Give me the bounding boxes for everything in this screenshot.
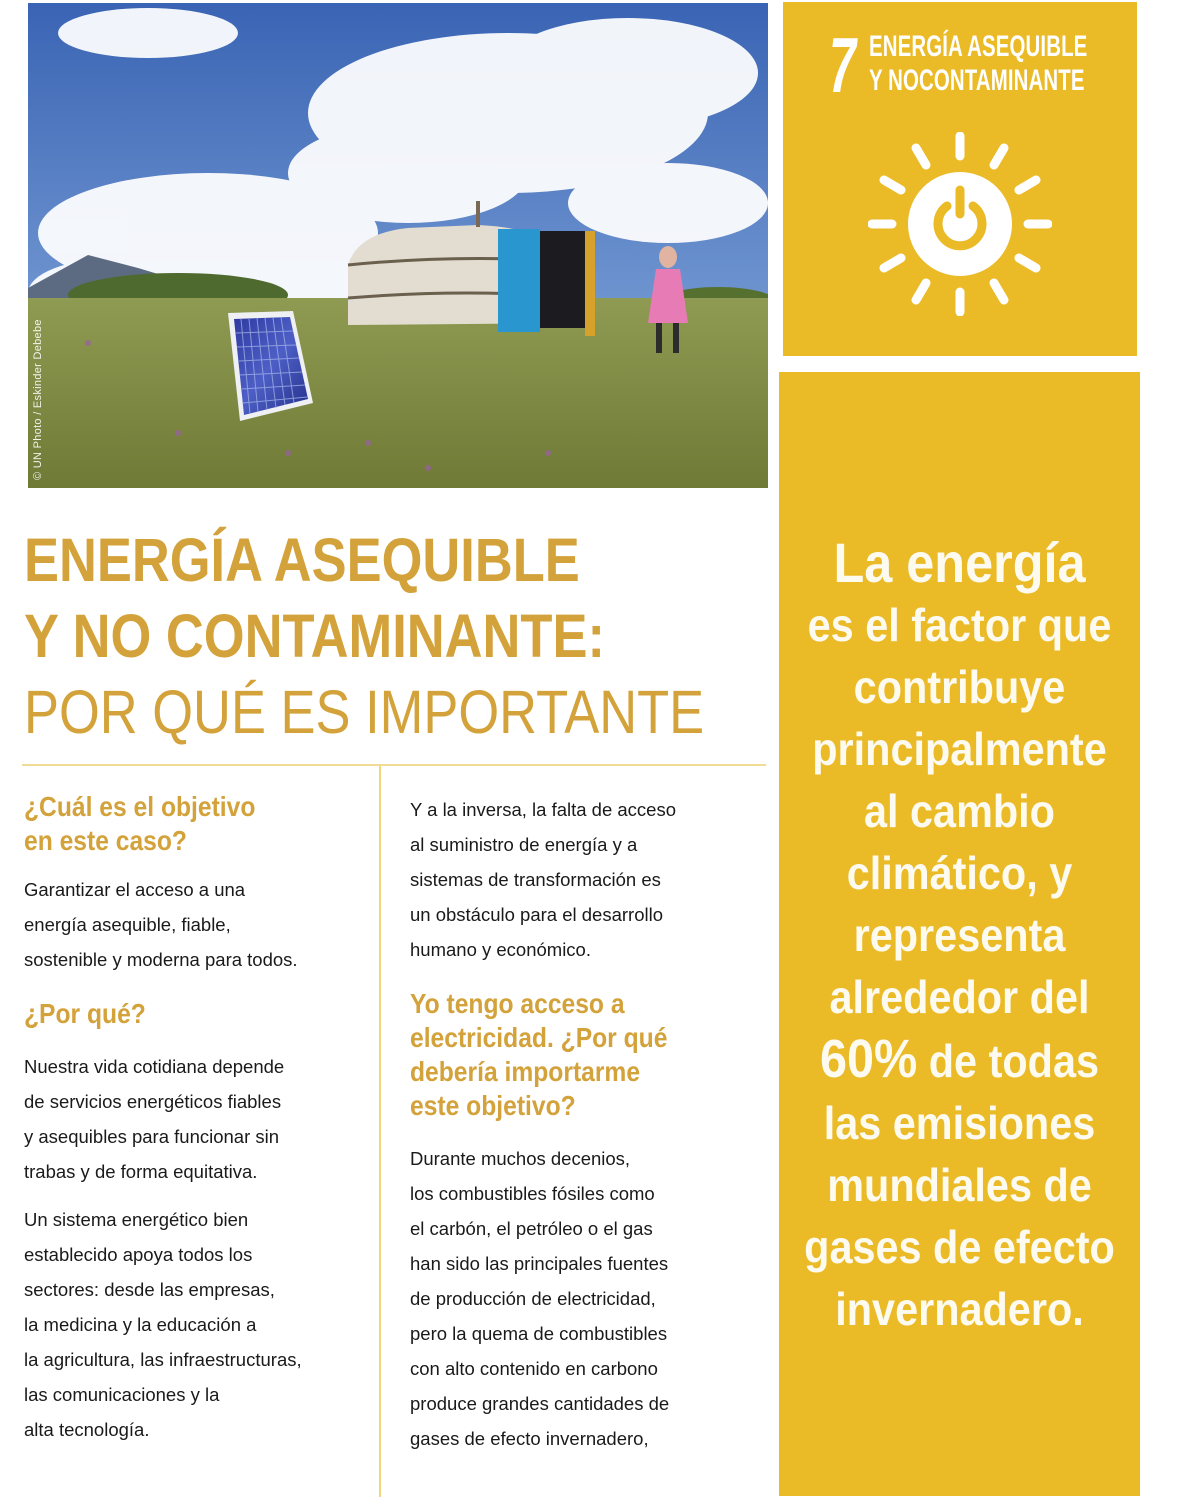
quote-line: alrededor del [829, 971, 1090, 1023]
section-why [24, 997, 369, 1447]
body-line: con alto contenido en carbono [410, 1358, 658, 1379]
section-body [410, 792, 755, 967]
sdg-title-line: Y NOCONTAMINANTE [869, 64, 1085, 97]
sun-power-icon [868, 132, 1052, 316]
body-line: de producción de electricidad, [410, 1288, 656, 1309]
body-line: produce grandes cantidades de [410, 1393, 670, 1414]
body-line: pero la quema de combustibles [410, 1323, 668, 1344]
stat-value: 60% [819, 1029, 918, 1089]
body-line: trabas y de forma equitativa. [24, 1161, 258, 1182]
heading-line: electricidad. ¿Por qué [410, 1022, 668, 1053]
body-line: Y a la inversa, la falta de acceso [410, 799, 677, 820]
body-line: Garantizar el acceso a una [24, 879, 246, 900]
quote-line: climático, y [846, 847, 1073, 899]
sdg-title-line: ENERGÍA ASEQUIBLE [869, 30, 1088, 63]
section-objective [24, 790, 369, 977]
body-line: energía asequible, fiable, [24, 914, 231, 935]
section-why-care [410, 987, 755, 1456]
body-line: Durante muchos decenios, [410, 1148, 631, 1169]
body-line: de servicios energéticos fiables [24, 1091, 282, 1112]
yurt-solar-panel-image [28, 3, 768, 488]
heading-line: debería importarme [410, 1056, 641, 1087]
section-body [24, 1202, 369, 1447]
title-line-2: Y NO CONTAMINANTE: [24, 602, 605, 670]
stat-suffix: de todas [917, 1035, 1100, 1087]
body-line: han sido las principales fuentes [410, 1253, 669, 1274]
body-line: y asequibles para funcionar sin [24, 1126, 280, 1147]
body-line: sistemas de transformación es [410, 869, 661, 890]
pull-quote [779, 532, 1140, 1340]
quote-line: es el factor que [807, 599, 1112, 651]
heading-line: Yo tengo acceso a [410, 988, 625, 1019]
page-title [24, 522, 815, 750]
quote-line: La energía [833, 531, 1086, 594]
body-line: un obstáculo para el desarrollo [410, 904, 663, 925]
body-line: Nuestra vida cotidiana depende [24, 1056, 285, 1077]
section-heading: ¿Por qué? [24, 998, 146, 1029]
section-body [24, 1049, 369, 1189]
quote-line: contribuye [853, 661, 1066, 713]
left-column [24, 790, 369, 1447]
body-line: humano y económico. [410, 939, 591, 960]
body-line: gases de efecto invernadero, [410, 1428, 649, 1449]
body-line: sectores: desde las empresas, [24, 1279, 275, 1300]
body-line: establecido apoya todos los [24, 1244, 253, 1265]
photo-credit-text: © UN Photo / Eskinder Debebe [32, 319, 44, 480]
quote-line: mundiales de [827, 1159, 1092, 1211]
body-line: las comunicaciones y la [24, 1384, 220, 1405]
section-heading [24, 790, 328, 858]
sdg-number: 7 [829, 21, 856, 109]
section-body [24, 872, 369, 977]
quote-line: representa [853, 909, 1066, 961]
quote-panel [779, 372, 1140, 1496]
quote-line: invernadero. [835, 1283, 1084, 1335]
heading-line: en este caso? [24, 825, 187, 856]
column-divider [379, 766, 381, 1497]
quote-line: al cambio [864, 785, 1055, 837]
hero-photo [28, 3, 768, 488]
heading-line: este objetivo? [410, 1090, 576, 1121]
body-line: Un sistema energético bien [24, 1209, 249, 1230]
body-line: los combustibles fósiles como [410, 1183, 655, 1204]
horizontal-divider [22, 764, 766, 766]
sdg-title [869, 30, 1087, 98]
body-line: alta tecnología. [24, 1419, 150, 1440]
right-column [410, 792, 755, 1456]
heading-line: ¿Cuál es el objetivo [24, 791, 256, 822]
quote-line: las emisiones [823, 1097, 1096, 1149]
quote-line: principalmente [812, 723, 1107, 775]
body-line: al suministro de energía y a [410, 834, 638, 855]
quote-stat-line [797, 1028, 1122, 1092]
title-line-1: ENERGÍA ASEQUIBLE [24, 526, 580, 594]
body-line: sostenible y moderna para todos. [24, 949, 298, 970]
body-line: la medicina y la educación a [24, 1314, 257, 1335]
section-body [410, 1141, 755, 1456]
section-heading [410, 987, 714, 1123]
body-line: la agricultura, las infraestructuras, [24, 1349, 302, 1370]
quote-line: gases de efecto [804, 1221, 1115, 1273]
sdg-goal-tile [783, 2, 1137, 356]
title-line-3: POR QUÉ ES IMPORTANTE [24, 678, 705, 746]
body-line: el carbón, el petróleo o el gas [410, 1218, 653, 1239]
